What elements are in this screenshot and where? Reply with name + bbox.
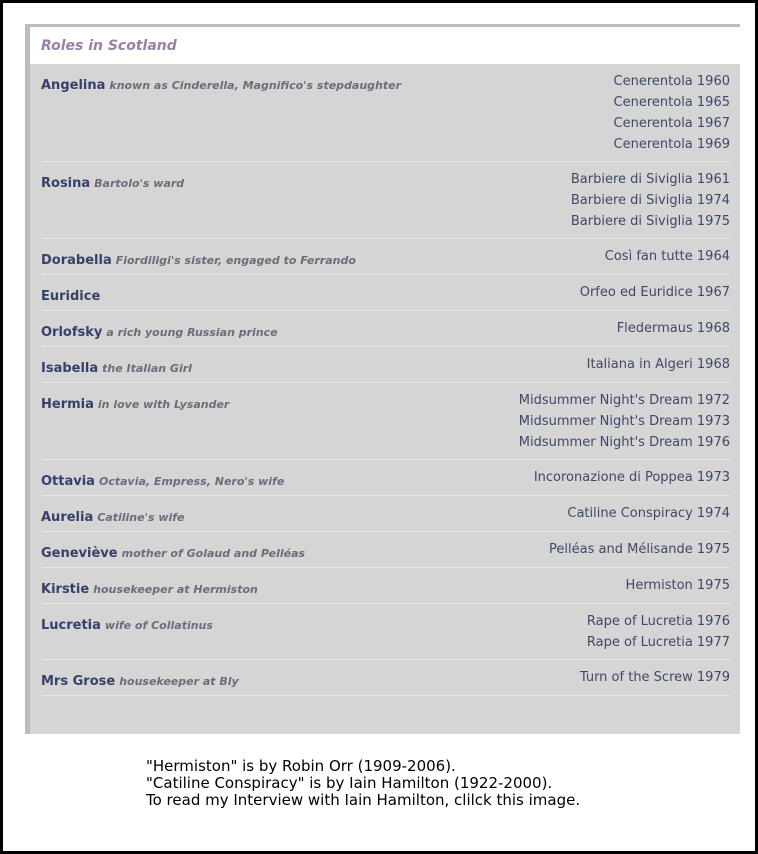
- production-entry: Pelléas and Mélisande 1975: [549, 542, 730, 557]
- production-entry: Cenerentola 1967: [613, 116, 730, 131]
- role-description: in love with Lysander: [97, 398, 230, 411]
- footnotes: [146, 758, 580, 809]
- footnote-catiline: "Catiline Conspiracy" is by Iain Hamilton (1922-2000).: [146, 774, 553, 792]
- role-row: [41, 64, 730, 162]
- role-description: the Italian Girl: [102, 362, 192, 375]
- role-name: Orlofsky: [41, 325, 103, 340]
- role-row: [41, 660, 730, 696]
- production-list: [626, 575, 730, 596]
- role-description: known as Cinderella, Magnifico's stepdaughter: [109, 79, 402, 92]
- role-row: [41, 239, 730, 275]
- role-row: [41, 568, 730, 604]
- production-list: [519, 390, 730, 453]
- production-entry: Incoronazione di Poppea 1973: [533, 470, 730, 485]
- role-info: [41, 575, 258, 597]
- production-entry: Cenerentola 1969: [613, 137, 730, 152]
- role-row: [41, 311, 730, 347]
- production-entry: Orfeo ed Euridice 1967: [579, 285, 730, 300]
- role-description: Fiordiligi's sister, engaged to Ferrando: [115, 254, 356, 267]
- production-entry: Fledermaus 1968: [616, 321, 730, 336]
- interview-link-text[interactable]: To read my Interview with Iain Hamilton, clilck this image.: [146, 791, 581, 809]
- role-description: wife of Collatinus: [104, 619, 213, 632]
- role-info: [41, 354, 192, 376]
- production-list: [605, 246, 730, 267]
- role-description: Bartolo's ward: [94, 177, 185, 190]
- role-info: [41, 539, 305, 561]
- role-name: Angelina: [41, 78, 106, 93]
- role-name: Lucretia: [41, 618, 101, 633]
- role-description: housekeeper at Bly: [119, 675, 239, 688]
- role-row: [41, 460, 730, 496]
- role-name: Kirstie: [41, 582, 90, 597]
- production-list: [549, 539, 730, 560]
- production-entry: Turn of the Screw 1979: [579, 670, 730, 685]
- role-info: [41, 390, 229, 412]
- role-description: a rich young Russian prince: [106, 326, 278, 339]
- role-name: Ottavia: [41, 474, 95, 489]
- role-row: [41, 347, 730, 383]
- role-row: [41, 532, 730, 568]
- production-entry: Cenerentola 1960: [613, 74, 730, 89]
- production-entry: Rape of Lucretia 1977: [586, 635, 730, 650]
- role-name: Isabella: [41, 361, 99, 376]
- role-info: [41, 282, 104, 304]
- role-info: [41, 467, 284, 489]
- role-info: [41, 318, 278, 340]
- production-list: [614, 71, 730, 155]
- production-list: [617, 318, 730, 339]
- roles-list: [30, 64, 740, 696]
- role-row: [41, 162, 730, 239]
- production-list: [580, 282, 730, 303]
- production-entry: Barbiere di Siviglia 1961: [570, 172, 730, 187]
- production-entry: Midsummer Night's Dream 1972: [518, 393, 730, 408]
- production-entry: Barbiere di Siviglia 1975: [570, 214, 730, 229]
- production-entry: Midsummer Night's Dream 1976: [518, 435, 730, 450]
- role-row: [41, 496, 730, 532]
- panel-title: Roles in Scotland: [41, 37, 177, 54]
- role-info: [41, 611, 213, 633]
- role-info: [41, 246, 356, 268]
- role-info: [41, 667, 239, 689]
- role-row: [41, 383, 730, 460]
- production-entry: Cenerentola 1965: [613, 95, 730, 110]
- production-list: [534, 467, 730, 488]
- production-entry: Hermiston 1975: [625, 578, 730, 593]
- production-list: [571, 169, 730, 232]
- production-list: [587, 611, 730, 653]
- production-entry: Così fan tutte 1964: [604, 249, 730, 264]
- role-description: mother of Golaud and Pelléas: [121, 547, 306, 560]
- production-entry: Catiline Conspiracy 1974: [567, 506, 730, 521]
- production-list: [567, 503, 730, 524]
- role-info: [41, 503, 185, 525]
- role-name: Geneviève: [41, 546, 118, 561]
- role-name: Hermia: [41, 397, 94, 412]
- production-entry: Italiana in Algeri 1968: [586, 357, 730, 372]
- role-description: housekeeper at Hermiston: [93, 583, 258, 596]
- role-name: Mrs Grose: [41, 674, 116, 689]
- production-list: [580, 667, 730, 688]
- production-entry: Rape of Lucretia 1976: [586, 614, 730, 629]
- role-info: [41, 71, 401, 93]
- role-name: Aurelia: [41, 510, 94, 525]
- role-name: Rosina: [41, 176, 91, 191]
- roles-panel: [25, 24, 740, 734]
- role-description: Catiline's wife: [97, 511, 185, 524]
- role-row: [41, 604, 730, 660]
- production-list: [587, 354, 730, 375]
- production-entry: Midsummer Night's Dream 1973: [518, 414, 730, 429]
- role-name: Dorabella: [41, 253, 112, 268]
- footnote-hermiston: "Hermiston" is by Robin Orr (1909-2006).: [146, 757, 456, 775]
- role-row: [41, 275, 730, 311]
- panel-header: [30, 27, 740, 64]
- role-info: [41, 169, 184, 191]
- role-description: Octavia, Empress, Nero's wife: [98, 475, 285, 488]
- production-entry: Barbiere di Siviglia 1974: [570, 193, 730, 208]
- role-name: Euridice: [41, 289, 101, 304]
